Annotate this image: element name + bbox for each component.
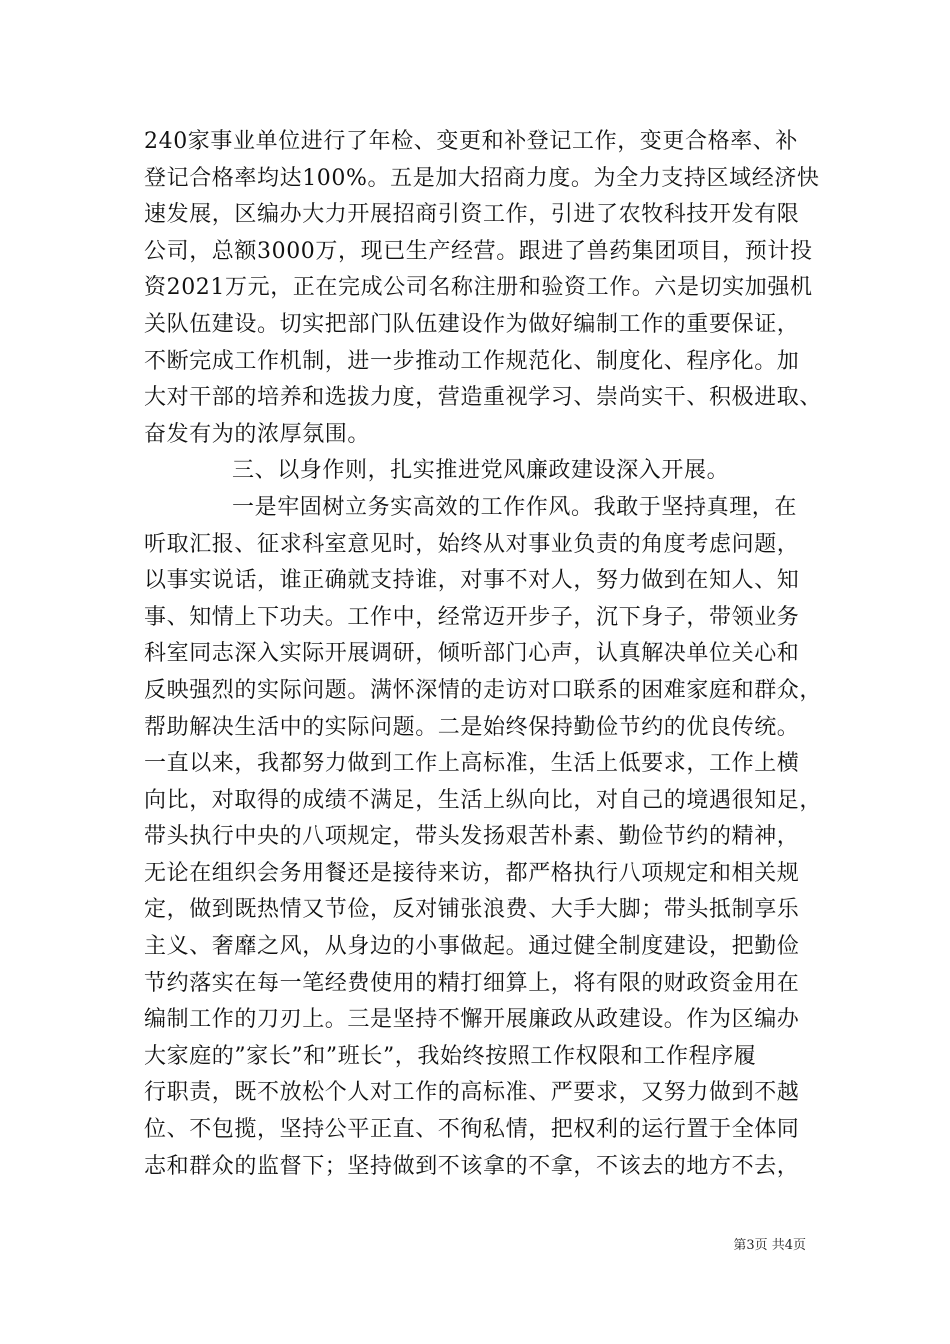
text-line: 向比，对取得的成绩不满足，生活上纵向比，对自己的境遇很知足， bbox=[144, 787, 823, 813]
text-line: 科室同志深入实际开展调研，倾听部门心声，认真解决单位关心和 bbox=[144, 641, 800, 667]
text-line: 大家庭的”家长”和”班长”，我始终按照工作权限和工作程序履 bbox=[144, 1043, 757, 1069]
text-line: 不断完成工作机制，进一步推动工作规范化、制度化、程序化。加 bbox=[144, 348, 800, 374]
text-line: 反映强烈的实际问题。满怀深情的走访对口联系的困难家庭和群众， bbox=[144, 677, 823, 703]
text-line: 一直以来，我都努力做到工作上高标准，生活上低要求，工作上横 bbox=[144, 751, 800, 777]
text-line: 公司，总额3000万，现已生产经营。跟进了兽药集团项目，预计投 bbox=[144, 238, 813, 264]
text-line: 速发展，区编办大力开展招商引资工作，引进了农牧科技开发有限 bbox=[144, 202, 800, 228]
text-line: 主义、奢靡之风，从身边的小事做起。通过健全制度建设，把勤俭 bbox=[144, 934, 800, 960]
text-line: 登记合格率均达100%。五是加大招商力度。为全力支持区域经济快 bbox=[144, 165, 820, 191]
text-line: 听取汇报、征求科室意见时，始终从对事业负责的角度考虑问题， bbox=[144, 531, 800, 557]
text-line: 关队伍建设。切实把部门队伍建设作为做好编制工作的重要保证， bbox=[144, 311, 800, 337]
paragraph-first-line: 一是牢固树立务实高效的工作作风。我敢于坚持真理，在 bbox=[232, 494, 798, 520]
text-line: 编制工作的刀刃上。三是坚持不懈开展廉政从政建设。作为区编办 bbox=[144, 1007, 800, 1033]
text-line: 帮助解决生活中的实际问题。二是始终保持勤俭节约的优良传统。 bbox=[144, 714, 800, 740]
text-line: 奋发有为的浓厚氛围。 bbox=[144, 421, 371, 447]
text-line: 以事实说话，谁正确就支持谁，对事不对人，努力做到在知人、知 bbox=[144, 568, 800, 594]
text-line: 事、知情上下功夫。工作中，经常迈开步子，沉下身子，带领业务 bbox=[144, 604, 800, 630]
text-line: 大对干部的培养和选拔力度，营造重视学习、崇尚实干、积极进取、 bbox=[144, 385, 823, 411]
text-line: 无论在组织会务用餐还是接待来访，都严格执行八项规定和相关规 bbox=[144, 860, 800, 886]
text-line: 节约落实在每一笔经费使用的精打细算上，将有限的财政资金用在 bbox=[144, 970, 800, 996]
text-line: 240家事业单位进行了年检、变更和补登记工作，变更合格率、补 bbox=[144, 129, 798, 154]
body-text bbox=[144, 124, 834, 1185]
text-line: 资2021万元，正在完成公司名称注册和验资工作。六是切实加强机 bbox=[144, 275, 813, 301]
text-line: 位、不包揽，坚持公平正直、不徇私情，把权利的运行置于全体同 bbox=[144, 1117, 800, 1143]
text-line: 行职责，既不放松个人对工作的高标准、严要求，又努力做到不越 bbox=[144, 1080, 800, 1106]
text-line: 带头执行中央的八项规定，带头发扬艰苦朴素、勤俭节约的精神， bbox=[144, 824, 800, 850]
text-line: 定，做到既热情又节俭，反对铺张浪费、大手大脚；带头抵制享乐 bbox=[144, 897, 800, 923]
section-heading: 三、以身作则，扎实推进党风廉政建设深入开展。 bbox=[232, 458, 730, 484]
page-number-footer: 第3页 共4页 bbox=[733, 1238, 806, 1253]
text-line: 志和群众的监督下；坚持做到不该拿的不拿，不该去的地方不去， bbox=[144, 1153, 800, 1179]
